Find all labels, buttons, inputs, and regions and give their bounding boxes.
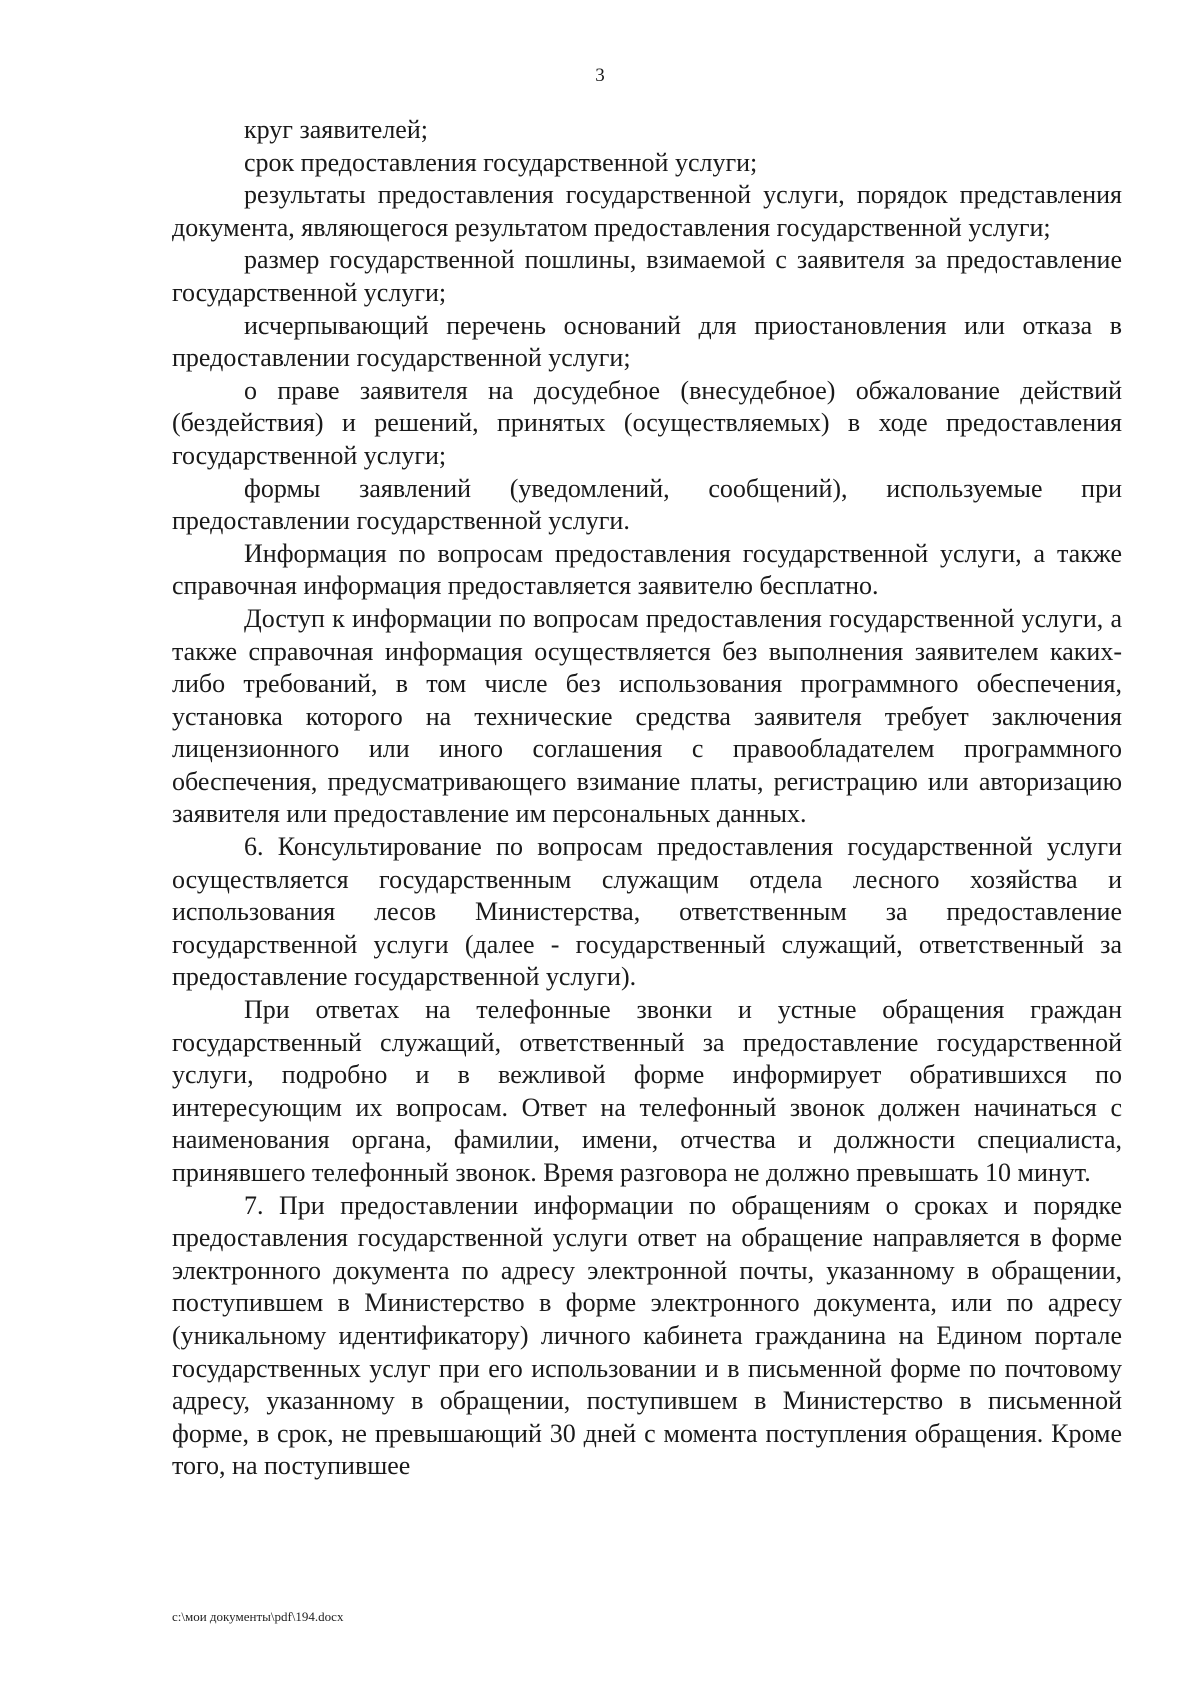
- paragraph-appeal-right: о праве заявителя на досудебное (внесудебное) обжалование действий (бездействия) и решений, принятых (осуществляемых) в ходе предоставления государственной услуги;: [172, 375, 1122, 470]
- file-path-footer: c:\мои документы\pdf\194.docx: [172, 1609, 344, 1624]
- page-number: 3: [595, 65, 605, 86]
- paragraph-free-information: Информация по вопросам предоставления государственной услуги, а также справочная информация предоставляется заявителю бесплатно.: [172, 538, 1122, 601]
- paragraph-applicants: круг заявителей;: [244, 115, 428, 144]
- paragraph-results: результаты предоставления государственной услуги, порядок представления документа, являющегося результатом предоставления государственной услуги;: [172, 180, 1122, 242]
- paragraph-information-access: Доступ к информации по вопросам предоставления государственной услуги, а также справочная информация осуществляется без выполнения заявителем каких-либо требований, в том числе без использования программного обеспечения, установка которого на технические средства заявителя требует заключения лицензионного или иного соглашения с правообладателем программного обеспечения, предусматривающего взимание платы, регистрацию или авторизацию заявителя или предоставление им персональных данных.: [172, 603, 1122, 829]
- paragraph-application-forms: формы заявлений (уведомлений, сообщений), используемые при предоставлении государственной услуги.: [172, 473, 1122, 536]
- document-body: [172, 114, 1122, 1483]
- paragraph-service-term: срок предоставления государственной услуги;: [244, 147, 758, 177]
- paragraph-item-7-responses: 7. При предоставлении информации по обращениям о сроках и порядке предоставления государственной услуги ответ на обращение направляется в форме электронного документа по адресу электронной почты, указанному в обращении, поступившем в Министерство в форме электронного документа, или по адресу (уникальному идентификатору) личного кабинета гражданина на Едином портале государственных услуг при его использовании и в письменной форме по почтовому адресу, указанному в обращении, поступившем в Министерство в письменной форме, в срок, не превышающий 30 дней с момента поступления обращения. Кроме того, на поступившее: [172, 1190, 1122, 1481]
- paragraph-state-fee: размер государственной пошлины, взимаемой с заявителя за предоставление государственной услуги;: [172, 245, 1122, 307]
- paragraph-item-6-consulting: 6. Консультирование по вопросам предоставления государственной услуги осуществляется государственным служащим отдела лесного хозяйства и использования лесов Министерства, ответственным за предоставление государственной услуги (далее - государственный служащий, ответственный за предоставление государственной услуги).: [172, 832, 1122, 992]
- paragraph-phone-answers: При ответах на телефонные звонки и устные обращения граждан государственный служащий, ответственный за предоставление государственной услуги, подробно и в вежливой форме информирует обратившихся по интересующим их вопросам. Ответ на телефонный звонок должен начинаться с наименования органа, фамилии, имени, отчества и должности специалиста, принявшего телефонный звонок. Время разговора не должно превышать 10 минут.: [172, 995, 1122, 1187]
- paragraph-refusal-grounds: исчерпывающий перечень оснований для приостановления или отказа в предоставлении государственной услуги;: [172, 310, 1122, 373]
